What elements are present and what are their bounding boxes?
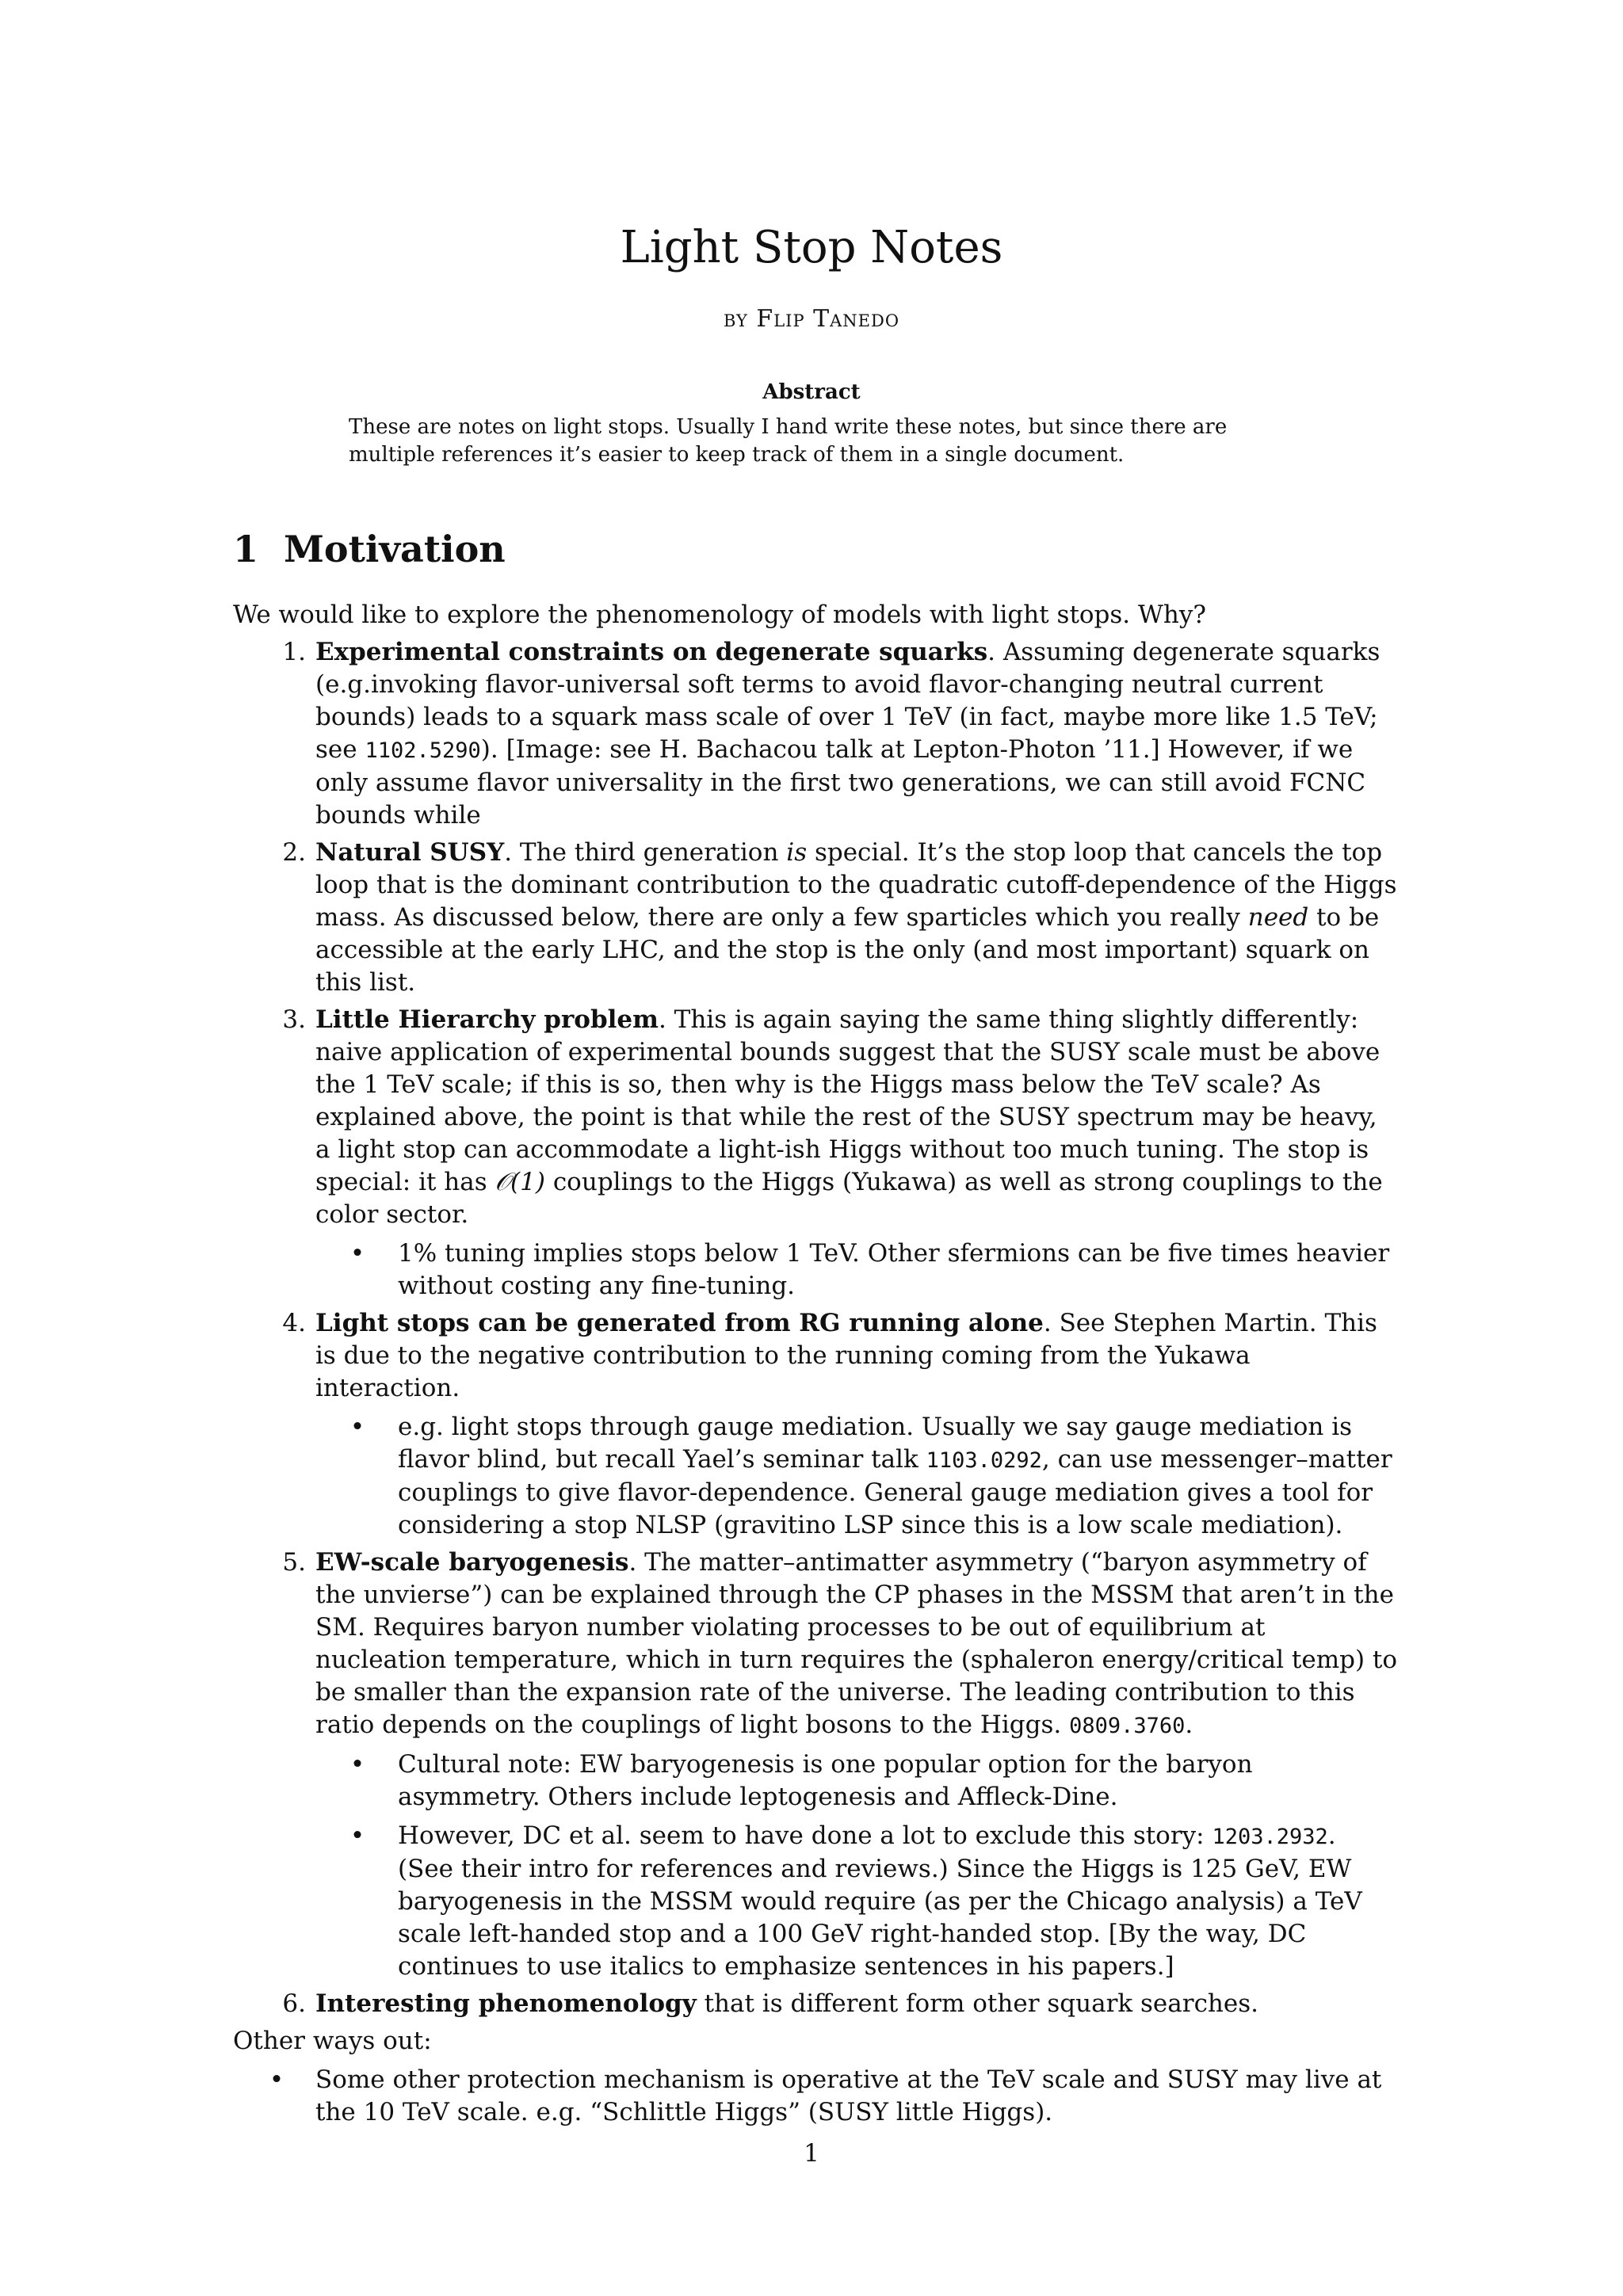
bullet-marker: • xyxy=(349,1239,365,1268)
arxiv-ref: 1102.5290 xyxy=(365,738,481,763)
arxiv-ref: 0809.3760 xyxy=(1069,1714,1186,1738)
item-text: special. It’s the stop loop that cancels the top loop that is the dominant contribution to the quadratic cutoff-dependence of the Higgs mass. As discussed below, there are only a few sparticles which you really xyxy=(315,838,1397,932)
section-heading xyxy=(233,526,506,572)
section-title: Motivation xyxy=(284,528,506,570)
item-text: to be accessible at the early LHC, and the stop is the only (and most important) squark on this list. xyxy=(315,903,1380,997)
section-body xyxy=(233,599,1398,2129)
item-bold-lead: Light stops can be generated from RG running alone xyxy=(315,1309,1044,1337)
item-bold-lead: EW-scale baryogenesis xyxy=(315,1548,629,1577)
item-text: . The third generation xyxy=(504,838,787,867)
sub-list-item xyxy=(315,1411,1398,1542)
item-text: . The matter–antimatter asymmetry (“baryon asymmetry of the unvierse”) can be explained through the CP phases in the MSSM that aren’t in the SM. Requires baryon number violating processes to be out of equilibrium at nucleation temperature, which in turn requires the (sphaleron energy/critical temp) to be smaller than the expansion rate of the universe. The leading contribution to this ratio depends on the couplings of light bosons to the Higgs. xyxy=(315,1548,1398,1739)
sub-list-item xyxy=(315,1238,1398,1302)
sub-list-item xyxy=(315,1749,1398,1814)
sub-list xyxy=(315,1749,1398,1983)
section-number: 1 xyxy=(233,528,259,570)
paper-author: by Flip Tanedo xyxy=(723,305,900,333)
abstract-heading: Abstract xyxy=(762,380,861,404)
page-number: 1 xyxy=(804,2139,819,2168)
bullet-marker: • xyxy=(349,1821,365,1850)
list-item xyxy=(233,1004,1398,1302)
item-text: . xyxy=(1185,1711,1193,1739)
item-text: . Assuming degenerate squarks (e.g.invoking flavor-universal soft terms to avoid flavor-changing neutral current bounds) leads to a squark mass scale of over 1 TeV (in fact, maybe more like 1.5 TeV; see xyxy=(315,638,1381,764)
sub-item-text: e.g. light stops through gauge mediation. Usually we say gauge mediation is flavor blind, but recall Yael’s seminar talk xyxy=(398,1413,1353,1474)
sub-list xyxy=(315,1411,1398,1542)
item-bold-lead: Little Hierarchy problem xyxy=(315,1005,659,1034)
bullet-marker: • xyxy=(269,2065,285,2094)
item-bold-lead: Natural SUSY xyxy=(315,838,505,867)
item-emphasis: need xyxy=(1247,903,1309,932)
sub-item-text: , can use messenger–matter couplings to give flavor-dependence. General gauge mediation gives a tool for considering a stop NLSP (gravitino LSP since this is a low scale mediation). xyxy=(398,1445,1392,1539)
item-text: Some other protection mechanism is operative at the TeV scale and SUSY may live at the 10 TeV scale. e.g. “Schlittle Higgs” (SUSY little Higgs). xyxy=(315,2065,1382,2126)
list-item xyxy=(233,2064,1398,2129)
item-text: ). [Image: see H. Bachacou talk at Lepton-Photon ’11.] However, if we only assume flavor universality in the first two generations, we can still avoid FCNC bounds while xyxy=(315,735,1366,830)
list-item xyxy=(233,1547,1398,1983)
item-bold-lead: Experimental constraints on degenerate squarks xyxy=(315,638,988,666)
item-text: . This is again saying the same thing slightly differently: naive application of experimental bounds suggest that the SUSY scale must be above the 1 TeV scale; if this is so, then why is the Higgs mass below the TeV scale? As explained above, the point is that while the rest of the SUSY spectrum may be heavy, a light stop can accommodate a light-ish Higgs without too much tuning. The stop is special: it has xyxy=(315,1005,1381,1196)
item-text: that is different form other squark searches. xyxy=(696,1989,1259,2018)
motivation-list xyxy=(233,636,1398,2020)
list-marker: 2. xyxy=(282,838,306,867)
paper-title: Light Stop Notes xyxy=(620,222,1003,273)
sub-item-text: However, DC et al. seem to have done a lot to exclude this story: xyxy=(398,1821,1212,1850)
list-item xyxy=(233,636,1398,832)
sub-list-item xyxy=(315,1820,1398,1983)
sub-item-text: 1% tuning implies stops below 1 TeV. Other sfermions can be five times heavier without costing any fine-tuning. xyxy=(398,1239,1390,1300)
list-item xyxy=(233,1307,1398,1542)
list-item xyxy=(233,1988,1398,2020)
other-ways-intro: Other ways out: xyxy=(233,2027,432,2055)
abstract-text: These are notes on light stops. Usually I hand write these notes, but since there are multiple references it’s easier to keep track of them in a single document. xyxy=(349,415,1228,467)
item-emphasis: is xyxy=(786,838,808,867)
list-marker: 1. xyxy=(282,638,306,666)
item-text: . See Stephen Martin. This is due to the negative contribution to the running coming from the Yukawa interaction. xyxy=(315,1309,1377,1402)
bullet-marker: • xyxy=(349,1413,365,1441)
sub-list xyxy=(315,1238,1398,1302)
list-item xyxy=(233,837,1398,999)
list-marker: 4. xyxy=(282,1309,306,1337)
arxiv-ref: 1103.0292 xyxy=(926,1448,1042,1473)
item-text: couplings to the Higgs (Yukawa) as well as strong couplings to the color sector. xyxy=(315,1168,1383,1229)
other-ways-list xyxy=(233,2064,1398,2129)
arxiv-ref: 1203.2932 xyxy=(1212,1825,1328,1849)
list-marker: 3. xyxy=(282,1005,306,1034)
list-marker: 6. xyxy=(282,1989,306,2018)
math-big-o: 𝒪(1) xyxy=(495,1168,545,1196)
sub-item-text: Cultural note: EW baryogenesis is one popular option for the baryon asymmetry. Others include leptogenesis and Affleck-Dine. xyxy=(398,1750,1253,1811)
list-marker: 5. xyxy=(282,1548,306,1577)
sub-item-text: . (See their intro for references and reviews.) Since the Higgs is 125 GeV, EW baryogenesis in the MSSM would require (as per the Chicago analysis) a TeV scale left-handed stop and a 100 GeV right-handed stop. [By the way, DC continues to use italics to emphasize sentences in his papers.] xyxy=(398,1821,1362,1981)
section-intro: We would like to explore the phenomenology of models with light stops. Why? xyxy=(233,601,1206,629)
bullet-marker: • xyxy=(349,1750,365,1779)
item-bold-lead: Interesting phenomenology xyxy=(315,1989,697,2018)
